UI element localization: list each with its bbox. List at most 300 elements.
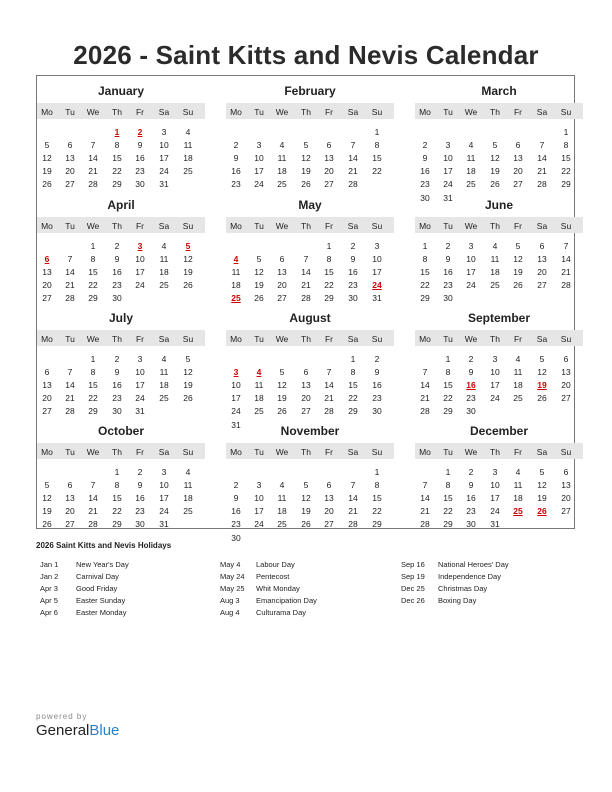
day-cell: 8 xyxy=(422,254,428,265)
holiday-day-cell: 4 xyxy=(256,367,262,378)
day-cell: 30 xyxy=(112,406,122,417)
weekday-label: Fr xyxy=(135,107,145,117)
day-cell: 5 xyxy=(492,140,498,151)
day-cell: 5 xyxy=(515,241,521,251)
day-cell: 6 xyxy=(563,354,569,364)
day-cell: 11 xyxy=(159,367,169,378)
day-cell: 13 xyxy=(561,367,571,378)
day-cell: 7 xyxy=(539,140,545,151)
holiday-name: National Heroes' Day xyxy=(438,560,509,569)
day-cell: 3 xyxy=(445,140,451,151)
day-cell: 30 xyxy=(135,179,145,190)
day-cell: 25 xyxy=(466,179,476,190)
day-cell: 20 xyxy=(324,506,334,517)
day-cell: 23 xyxy=(348,280,358,291)
day-cell: 1 xyxy=(563,127,569,137)
weekday-label: We xyxy=(86,107,100,117)
holiday-name: Emancipation Day xyxy=(256,596,317,606)
day-cell: 28 xyxy=(65,293,75,304)
weekday-label: Mo xyxy=(419,221,431,231)
holiday-name: Labour Day xyxy=(256,560,295,569)
month-name: November xyxy=(280,424,340,438)
day-cell: 14 xyxy=(88,153,98,164)
holiday-day-cell: 3 xyxy=(233,367,239,378)
weekday-label: Su xyxy=(560,334,572,344)
day-cell: 10 xyxy=(490,367,500,378)
weekday-label: Tu xyxy=(443,447,453,457)
day-cell: 29 xyxy=(324,293,334,304)
holiday-date: Dec 25 xyxy=(401,584,425,594)
day-cell: 28 xyxy=(88,179,98,190)
holiday-date: Jan 2 xyxy=(40,572,59,582)
day-cell: 29 xyxy=(372,519,382,530)
day-cell: 14 xyxy=(348,153,358,164)
day-cell: 19 xyxy=(301,506,311,517)
day-cell: 30 xyxy=(348,293,358,304)
day-cell: 24 xyxy=(466,280,476,291)
day-cell: 24 xyxy=(135,280,145,291)
day-cell: 13 xyxy=(42,380,52,391)
day-cell: 16 xyxy=(443,267,453,278)
day-cell: 10 xyxy=(490,480,500,491)
day-cell: 26 xyxy=(42,179,52,190)
day-cell: 22 xyxy=(112,506,122,517)
weekday-label: We xyxy=(86,221,100,231)
day-cell: 5 xyxy=(256,254,262,265)
weekday-label: Fr xyxy=(135,447,145,457)
day-cell: 10 xyxy=(254,493,264,504)
day-cell: 6 xyxy=(326,480,332,491)
day-cell: 14 xyxy=(324,380,334,391)
day-cell: 19 xyxy=(490,166,500,177)
holiday-day-cell: 25 xyxy=(231,293,241,304)
day-cell: 21 xyxy=(88,506,98,517)
day-cell: 2 xyxy=(114,241,120,251)
day-cell: 28 xyxy=(348,519,358,530)
day-cell: 22 xyxy=(324,280,334,291)
day-cell: 12 xyxy=(42,493,52,504)
holiday-date: Jan 1 xyxy=(40,560,59,569)
day-cell: 17 xyxy=(159,493,169,504)
weekday-label: Sa xyxy=(158,221,170,231)
holiday-date: Apr 6 xyxy=(40,608,58,618)
weekday-label: We xyxy=(275,334,289,344)
day-cell: 7 xyxy=(350,140,356,151)
day-cell: 8 xyxy=(563,140,569,151)
day-cell: 20 xyxy=(277,280,287,291)
day-cell: 2 xyxy=(422,140,428,151)
day-cell: 12 xyxy=(277,380,287,391)
day-cell: 18 xyxy=(490,267,500,278)
weekday-label: Mo xyxy=(41,107,53,117)
weekday-label: Fr xyxy=(513,107,523,117)
weekday-label: Su xyxy=(560,447,572,457)
day-cell: 17 xyxy=(490,380,500,391)
weekday-label: We xyxy=(275,221,289,231)
day-cell: 10 xyxy=(466,254,476,265)
day-cell: 5 xyxy=(303,140,309,151)
weekday-label: We xyxy=(86,334,100,344)
month-name: July xyxy=(108,311,133,325)
day-cell: 22 xyxy=(88,280,98,291)
holiday-date: Aug 3 xyxy=(220,596,240,606)
day-cell: 27 xyxy=(277,293,287,304)
day-cell: 1 xyxy=(326,241,332,251)
day-cell: 28 xyxy=(324,406,334,417)
day-cell: 14 xyxy=(537,153,547,164)
day-cell: 17 xyxy=(443,166,453,177)
day-cell: 1 xyxy=(445,467,451,477)
day-cell: 9 xyxy=(114,254,120,265)
day-cell: 9 xyxy=(137,480,143,491)
day-cell: 1 xyxy=(114,467,120,477)
day-cell: 18 xyxy=(466,166,476,177)
day-cell: 18 xyxy=(183,493,193,504)
day-cell: 12 xyxy=(537,367,547,378)
day-cell: 9 xyxy=(374,367,380,378)
day-cell: 17 xyxy=(254,166,264,177)
day-cell: 23 xyxy=(112,280,122,291)
day-cell: 10 xyxy=(159,480,169,491)
day-cell: 16 xyxy=(420,166,430,177)
holiday-date: May 24 xyxy=(220,572,245,582)
day-cell: 19 xyxy=(513,267,523,278)
weekday-label: Fr xyxy=(135,221,145,231)
weekday-label: We xyxy=(275,447,289,457)
day-cell: 27 xyxy=(42,406,52,417)
weekday-label: Th xyxy=(112,334,122,344)
holiday-date: Sep 19 xyxy=(401,572,425,582)
day-cell: 31 xyxy=(135,406,145,417)
weekday-label: Mo xyxy=(41,221,53,231)
day-cell: 7 xyxy=(90,480,96,491)
weekday-label: Su xyxy=(182,334,194,344)
day-cell: 18 xyxy=(231,280,241,291)
day-cell: 10 xyxy=(135,254,145,265)
day-cell: 23 xyxy=(231,179,241,190)
day-cell: 21 xyxy=(561,267,571,278)
day-cell: 30 xyxy=(112,293,122,304)
day-cell: 30 xyxy=(420,192,430,203)
weekday-label: Mo xyxy=(230,221,242,231)
weekday-label: Mo xyxy=(230,334,242,344)
month-name: January xyxy=(97,84,145,98)
day-cell: 24 xyxy=(490,393,500,404)
holiday-day-cell: 24 xyxy=(372,280,382,291)
day-cell: 29 xyxy=(88,406,98,417)
day-cell: 19 xyxy=(537,493,547,504)
holiday-day-cell: 3 xyxy=(137,241,143,251)
day-cell: 23 xyxy=(372,393,382,404)
day-cell: 6 xyxy=(515,140,521,151)
day-cell: 20 xyxy=(513,166,523,177)
month-name: October xyxy=(97,424,144,438)
day-cell: 15 xyxy=(348,380,358,391)
weekday-label: Sa xyxy=(536,447,548,457)
day-cell: 3 xyxy=(161,467,167,477)
holiday-date: May 25 xyxy=(220,584,245,594)
day-cell: 5 xyxy=(303,480,309,491)
day-cell: 20 xyxy=(42,393,52,404)
day-cell: 9 xyxy=(445,254,451,265)
day-cell: 3 xyxy=(256,140,262,151)
day-cell: 2 xyxy=(137,467,143,477)
month-name: June xyxy=(484,198,513,212)
day-cell: 13 xyxy=(65,493,75,504)
day-cell: 27 xyxy=(513,179,523,190)
day-cell: 29 xyxy=(443,519,453,530)
day-cell: 4 xyxy=(161,241,167,251)
day-cell: 11 xyxy=(466,153,476,164)
weekday-label: Fr xyxy=(513,447,523,457)
day-cell: 18 xyxy=(277,166,287,177)
weekday-label: We xyxy=(464,447,478,457)
weekday-label: Tu xyxy=(65,221,75,231)
weekday-label: Mo xyxy=(419,334,431,344)
day-cell: 26 xyxy=(183,280,193,291)
weekday-label: Sa xyxy=(158,447,170,457)
day-cell: 19 xyxy=(254,280,264,291)
day-cell: 24 xyxy=(254,519,264,530)
day-cell: 13 xyxy=(324,493,334,504)
day-cell: 16 xyxy=(135,493,145,504)
day-cell: 6 xyxy=(67,140,73,151)
day-cell: 18 xyxy=(254,393,264,404)
weekday-label: Su xyxy=(371,447,383,457)
month-name: August xyxy=(289,311,331,325)
day-cell: 14 xyxy=(420,380,430,391)
day-cell: 7 xyxy=(563,241,569,251)
day-cell: 27 xyxy=(324,519,334,530)
day-cell: 25 xyxy=(490,280,500,291)
day-cell: 13 xyxy=(513,153,523,164)
day-cell: 29 xyxy=(112,179,122,190)
holiday-date: Dec 26 xyxy=(401,596,425,606)
day-cell: 22 xyxy=(372,166,382,177)
day-cell: 23 xyxy=(135,506,145,517)
day-cell: 15 xyxy=(324,267,334,278)
weekday-label: Su xyxy=(182,447,194,457)
day-cell: 14 xyxy=(348,493,358,504)
day-cell: 2 xyxy=(114,354,120,364)
day-cell: 19 xyxy=(42,166,52,177)
weekday-label: Fr xyxy=(324,107,334,117)
day-cell: 15 xyxy=(372,493,382,504)
weekday-label: Tu xyxy=(65,107,75,117)
day-cell: 29 xyxy=(112,519,122,530)
day-cell: 2 xyxy=(374,354,380,364)
day-cell: 25 xyxy=(183,506,193,517)
weekday-label: Fr xyxy=(324,221,334,231)
holiday-name: Christmas Day xyxy=(438,584,488,594)
day-cell: 17 xyxy=(466,267,476,278)
day-cell: 3 xyxy=(492,354,498,364)
day-cell: 15 xyxy=(561,153,571,164)
day-cell: 1 xyxy=(374,127,380,137)
day-cell: 23 xyxy=(443,280,453,291)
day-cell: 13 xyxy=(42,267,52,278)
weekday-label: Sa xyxy=(536,107,548,117)
day-cell: 22 xyxy=(88,393,98,404)
day-cell: 12 xyxy=(254,267,264,278)
day-cell: 24 xyxy=(443,179,453,190)
weekday-label: Fr xyxy=(324,447,334,457)
holiday-name: Carnival Day xyxy=(76,572,119,582)
day-cell: 4 xyxy=(279,140,285,151)
month-name: September xyxy=(467,311,531,325)
day-cell: 13 xyxy=(65,153,75,164)
holiday-date: Aug 4 xyxy=(220,608,240,618)
day-cell: 19 xyxy=(277,393,287,404)
day-cell: 30 xyxy=(466,406,476,417)
day-cell: 9 xyxy=(468,367,474,378)
weekday-label: Fr xyxy=(135,334,145,344)
weekday-label: Sa xyxy=(347,107,359,117)
day-cell: 17 xyxy=(231,393,241,404)
month-name: December xyxy=(469,424,529,438)
day-cell: 29 xyxy=(561,179,571,190)
month-name: March xyxy=(481,84,517,98)
weekday-label: Su xyxy=(182,107,194,117)
day-cell: 16 xyxy=(348,267,358,278)
powered-by-label: powered by xyxy=(36,712,88,721)
weekday-label: Tu xyxy=(65,334,75,344)
day-cell: 15 xyxy=(112,153,122,164)
day-cell: 16 xyxy=(231,166,241,177)
day-cell: 9 xyxy=(233,493,239,504)
day-cell: 12 xyxy=(183,367,193,378)
day-cell: 20 xyxy=(301,393,311,404)
day-cell: 21 xyxy=(88,166,98,177)
holiday-date: Sep 16 xyxy=(401,560,425,569)
weekday-label: We xyxy=(464,107,478,117)
day-cell: 25 xyxy=(159,393,169,404)
month-name: February xyxy=(284,84,336,98)
day-cell: 21 xyxy=(420,506,430,517)
day-cell: 9 xyxy=(114,367,120,378)
day-cell: 4 xyxy=(185,127,191,137)
weekday-label: Th xyxy=(112,221,122,231)
holidays-title: 2026 Saint Kitts and Nevis Holidays xyxy=(36,541,172,550)
day-cell: 21 xyxy=(420,393,430,404)
holiday-name: Culturama Day xyxy=(256,608,307,618)
day-cell: 16 xyxy=(231,506,241,517)
logo-general-text: General xyxy=(36,722,90,739)
day-cell: 14 xyxy=(65,380,75,391)
day-cell: 1 xyxy=(445,354,451,364)
day-cell: 15 xyxy=(88,380,98,391)
day-cell: 12 xyxy=(183,254,193,265)
day-cell: 18 xyxy=(513,380,523,391)
day-cell: 11 xyxy=(254,380,264,391)
day-cell: 27 xyxy=(42,293,52,304)
holiday-day-cell: 2 xyxy=(137,127,143,137)
day-cell: 7 xyxy=(303,254,309,265)
day-cell: 14 xyxy=(65,267,75,278)
weekday-label: Fr xyxy=(513,221,523,231)
day-cell: 6 xyxy=(67,480,73,491)
day-cell: 30 xyxy=(466,519,476,530)
weekday-label: Th xyxy=(112,447,122,457)
day-cell: 5 xyxy=(539,467,545,477)
weekday-label: Th xyxy=(490,334,500,344)
day-cell: 28 xyxy=(561,280,571,291)
weekday-label: Su xyxy=(371,334,383,344)
day-cell: 27 xyxy=(537,280,547,291)
holiday-name: New Year's Day xyxy=(76,560,129,569)
day-cell: 31 xyxy=(490,519,500,530)
day-cell: 29 xyxy=(443,406,453,417)
holiday-day-cell: 16 xyxy=(466,380,476,391)
day-cell: 16 xyxy=(112,380,122,391)
day-cell: 31 xyxy=(159,179,169,190)
weekday-label: Tu xyxy=(443,107,453,117)
day-cell: 17 xyxy=(254,506,264,517)
day-cell: 25 xyxy=(513,393,523,404)
day-cell: 24 xyxy=(159,166,169,177)
day-cell: 13 xyxy=(324,153,334,164)
day-cell: 2 xyxy=(445,241,451,251)
day-cell: 20 xyxy=(561,380,571,391)
weekday-label: Tu xyxy=(254,334,264,344)
holiday-day-cell: 4 xyxy=(233,254,239,265)
day-cell: 29 xyxy=(88,293,98,304)
holiday-day-cell: 5 xyxy=(185,241,191,251)
day-cell: 3 xyxy=(492,467,498,477)
weekday-label: We xyxy=(464,334,478,344)
day-cell: 20 xyxy=(42,280,52,291)
day-cell: 21 xyxy=(324,393,334,404)
brand xyxy=(36,712,119,739)
weekday-label: Th xyxy=(301,334,311,344)
day-cell: 27 xyxy=(561,506,571,517)
day-cell: 11 xyxy=(159,254,169,265)
day-cell: 5 xyxy=(44,480,50,491)
day-cell: 2 xyxy=(468,354,474,364)
day-cell: 10 xyxy=(231,380,241,391)
day-cell: 7 xyxy=(422,367,428,378)
holiday-name: Easter Sunday xyxy=(76,596,126,606)
holiday-day-cell: 6 xyxy=(44,254,50,265)
day-cell: 9 xyxy=(137,140,143,151)
day-cell: 10 xyxy=(254,153,264,164)
day-cell: 17 xyxy=(159,153,169,164)
day-cell: 16 xyxy=(372,380,382,391)
day-cell: 23 xyxy=(112,393,122,404)
day-cell: 1 xyxy=(90,354,96,364)
holiday-day-cell: 1 xyxy=(114,127,120,137)
day-cell: 1 xyxy=(422,241,428,251)
day-cell: 24 xyxy=(490,506,500,517)
day-cell: 11 xyxy=(183,480,193,491)
weekday-label: Th xyxy=(490,447,500,457)
day-cell: 1 xyxy=(374,467,380,477)
day-cell: 5 xyxy=(185,354,191,364)
weekday-label: Mo xyxy=(230,107,242,117)
day-cell: 28 xyxy=(537,179,547,190)
day-cell: 17 xyxy=(372,267,382,278)
day-cell: 6 xyxy=(539,241,545,251)
day-cell: 28 xyxy=(420,519,430,530)
day-cell: 4 xyxy=(515,467,521,477)
weekday-label: Th xyxy=(112,107,122,117)
day-cell: 22 xyxy=(348,393,358,404)
weekday-label: Sa xyxy=(347,447,359,457)
day-cell: 27 xyxy=(65,519,75,530)
day-cell: 16 xyxy=(135,153,145,164)
day-cell: 26 xyxy=(301,519,311,530)
day-cell: 2 xyxy=(350,241,356,251)
